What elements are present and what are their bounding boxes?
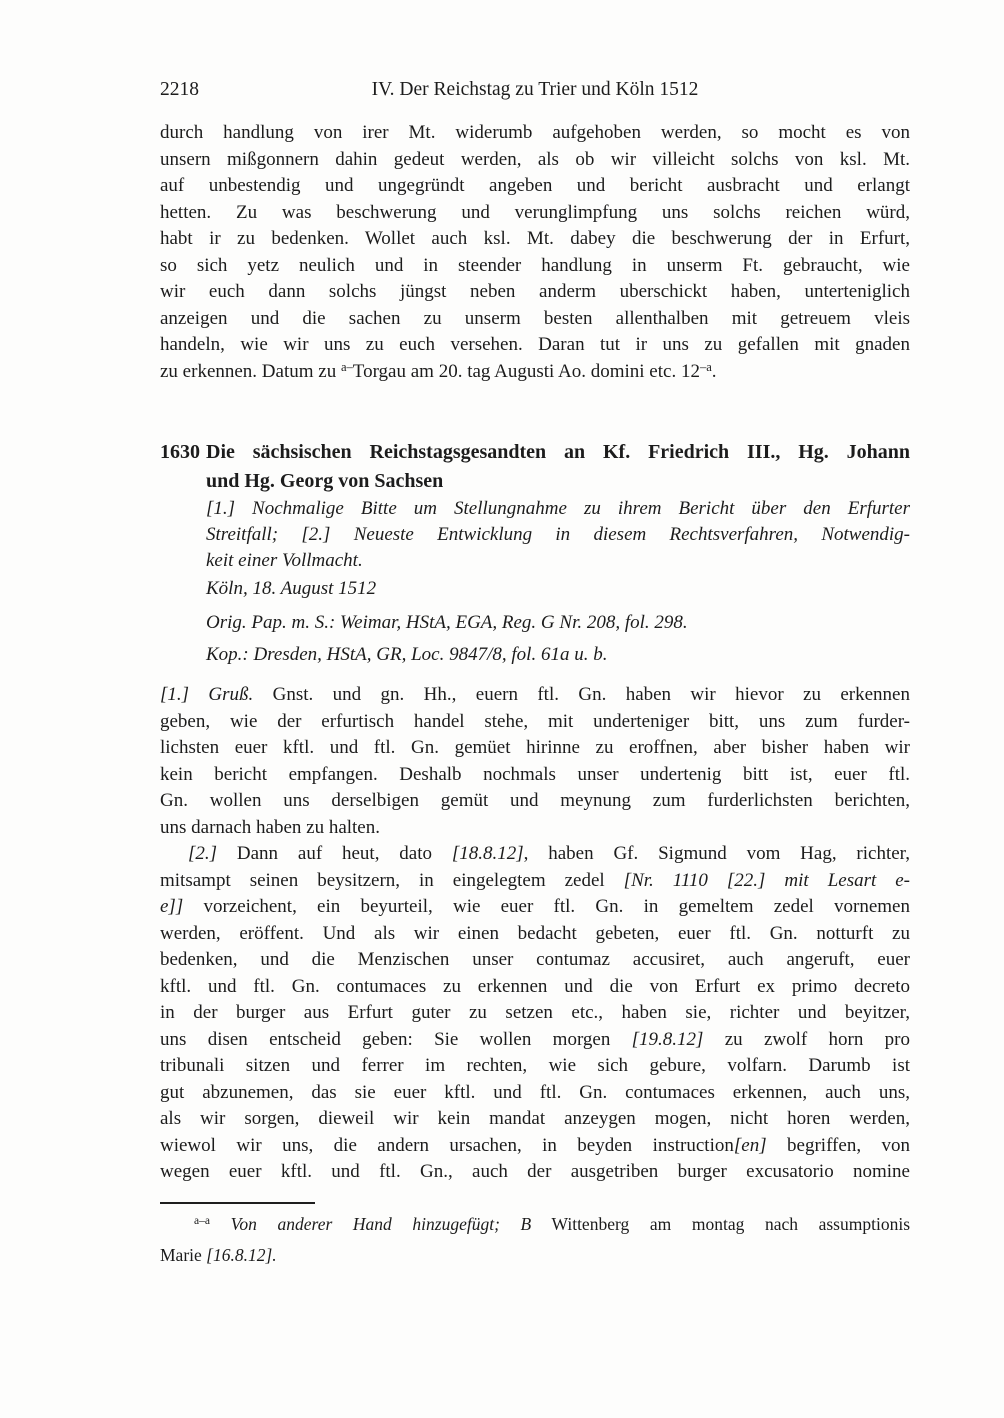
text-line	[160, 762, 910, 789]
text-segment: uns darnach haben zu halten.	[160, 816, 380, 838]
text-line	[160, 1053, 910, 1080]
text-line	[160, 1000, 910, 1027]
text-segment: als wir sorgen, dieweil wir kein mandat anzeygen mogen, nicht horen werden,	[160, 1108, 910, 1129]
text-segment: Torgau am 20. tag Augusti Ao. domini etc. 12	[352, 360, 700, 382]
entry-summary	[206, 496, 910, 574]
text-segment: [1.] Nochmalige Bitte um Stellungnahme zu ihrem Bericht über den Erfurter	[206, 498, 910, 519]
page-number: 2218	[160, 79, 199, 100]
text-segment: auf unbestendig und ungegründt angeben und bericht ausbracht und erlangt	[160, 175, 910, 196]
text-segment: so sich yetz neulich und in steender handlung in unserm Ft. gebraucht, wie	[160, 254, 910, 276]
text-line	[160, 306, 910, 333]
text-segment: kein bericht empfangen. Deshalb nochmals unser undertenig bitt ist, euer ftl.	[160, 763, 910, 785]
text-segment: tribunali sitzen und ferrer im rechten, wie sich gebure, volfarn. Darumb ist	[160, 1055, 910, 1076]
variant-note-mark: –a	[699, 359, 712, 374]
text-line	[160, 815, 910, 842]
text-line	[160, 788, 910, 815]
text-line	[160, 226, 910, 253]
text-segment: anzeigen und die sachen zu unserm besten allenthalben mit getreuem vleis	[160, 307, 910, 329]
text-segment: gut abzunemen, das sie euer kftl. und ftl. Gn. contumaces erkennen, auch uns,	[160, 1081, 910, 1103]
source-original-line: Orig. Pap. m. S.: Weimar, HStA, EGA, Reg. G Nr. 208, fol. 298.	[206, 612, 688, 633]
text-segment: Gn. wollen uns derselbigen gemüt und meynung zum furderlichsten berichten,	[160, 790, 910, 811]
text-segment: in der burger aus Erfurt guter zu setzen etc., haben sie, richter und beyitzer,	[160, 1002, 910, 1023]
text-segment: wir euch dann solchs jüngst neben anderm uberschickt haben, unterteniglich	[160, 281, 910, 302]
text-line	[160, 947, 910, 974]
entry-reference-block	[206, 496, 910, 668]
text-segment: kftl. und ftl. Gn. contumaces zu erkennen und die von Erfurt ex primo decreto	[160, 975, 910, 997]
text-segment: [2.]	[188, 843, 218, 864]
text-segment: Von anderer Hand hinzugefügt; B	[230, 1213, 532, 1234]
text-line	[160, 1080, 910, 1107]
text-line	[160, 709, 910, 736]
text-segment: durch handlung von irer Mt. widerumb aufgehoben werden, so mocht es von	[160, 122, 910, 143]
text-line	[160, 120, 910, 147]
text-line	[160, 1133, 910, 1160]
text-segment: vorzeichent, ein beyurteil, wie euer ftl. Gn. in gemeltem zedel vornemen	[183, 896, 910, 917]
footnote-area	[160, 1202, 910, 1269]
text-segment: Die sächsischen Reichstagsgesandten an Kf. Friedrich III., Hg. Johann	[206, 441, 910, 463]
text-segment: und Hg. Georg von Sachsen	[206, 470, 444, 492]
text-segment: bedenken, und die Menzischen unser contumaz accusiret, auch angeruft, euer	[160, 949, 910, 970]
text-segment: wiewol wir uns, die andern ursachen, in beyden instruction	[160, 1134, 734, 1156]
text-line	[160, 147, 910, 174]
text-segment: keit einer Vollmacht.	[206, 550, 363, 571]
text-segment: handeln, wie wir uns zu euch versehen. Daran tut ir uns zu gefallen mit gnaden	[160, 334, 910, 355]
text-line	[160, 1210, 910, 1241]
text-segment: Dann auf heut, dato	[217, 843, 452, 864]
text-line	[160, 682, 910, 709]
text-line	[160, 868, 910, 895]
text-segment: e]]	[160, 896, 184, 917]
text-segment: begriffen, von	[766, 1134, 910, 1156]
paragraph-2	[160, 841, 910, 1186]
paragraph-1	[160, 682, 910, 841]
text-segment: , haben Gf. Sigmund vom Hag, richter,	[523, 843, 910, 864]
text-segment: zu zwolf horn pro	[703, 1028, 910, 1050]
text-segment: habt ir zu bedenken. Wollet auch ksl. Mt. dabey die beschwerung der in Erfurt,	[160, 228, 910, 249]
text-line	[160, 1027, 910, 1054]
text-segment: Marie	[160, 1244, 207, 1265]
text-line	[160, 253, 910, 280]
letter-continuation-paragraph	[160, 120, 910, 386]
text-segment: .	[711, 360, 717, 382]
footnote-rule	[160, 1202, 315, 1204]
text-segment: mitsampt seinen beysitzern, in eingelegtem zedel	[160, 869, 624, 891]
text-segment: Wittenberg am montag nach assumptionis	[531, 1213, 911, 1234]
text-segment: hetten. Zu was beschwerung und verunglimpfung uns solchs reichen würd,	[160, 201, 910, 223]
text-segment: geben, wie der erfurtisch handel stehe, mit underteniger bitt, uns zum furder-	[160, 710, 910, 732]
footnote	[160, 1210, 910, 1269]
text-segment: [Nr. 1110 [22.] mit Lesart e-	[623, 869, 910, 891]
variant-note-mark: a–	[340, 359, 353, 374]
text-line	[160, 974, 910, 1001]
text-line	[160, 1106, 910, 1133]
text-segment: [16.8.12].	[206, 1244, 277, 1265]
text-line	[206, 496, 910, 522]
text-line	[206, 522, 910, 548]
variant-note-mark: a–a	[194, 1215, 211, 1228]
text-line	[160, 332, 910, 359]
entry-heading	[160, 438, 910, 496]
text-segment: uns disen entscheid geben: Sie wollen morgen	[160, 1028, 632, 1050]
text-segment: zu erkennen. Datum zu	[160, 360, 341, 382]
entry-title	[206, 438, 910, 496]
text-line	[160, 1241, 910, 1269]
text-line	[160, 1159, 910, 1186]
text-line	[160, 735, 910, 762]
text-line	[160, 894, 910, 921]
text-line	[160, 173, 910, 200]
text-segment: wegen euer kftl. und ftl. Gn., auch der ausgetriben burger excusatorio nomine	[160, 1161, 910, 1182]
text-column	[160, 0, 910, 1269]
text-line	[160, 841, 910, 868]
text-segment: werden, eröffent. Und als wir einen bedacht gebeten, euer ftl. Gn. notturft zu	[160, 922, 910, 944]
text-segment: lichsten euer kftl. und ftl. Gn. gemüet hirinne zu eroffnen, aber bisher haben wir	[160, 737, 910, 758]
text-segment: Gnst. und gn. Hh., euern ftl. Gn. haben wir hievor zu erkennen	[253, 684, 910, 705]
source-copy-line: Kop.: Dresden, HStA, GR, Loc. 9847/8, fol. 61a u. b.	[206, 644, 608, 665]
place-date-line: Köln, 18. August 1512	[206, 578, 377, 599]
text-segment: [1.] Gruß.	[160, 684, 254, 705]
text-segment: Streitfall; [2.] Neueste Entwicklung in diesem Rechtsverfahren, Notwendig-	[206, 524, 910, 545]
text-line	[206, 438, 910, 467]
text-segment	[210, 1214, 231, 1234]
text-segment: [18.8.12]	[451, 843, 524, 864]
running-title: IV. Der Reichstag zu Trier und Köln 1512	[371, 79, 699, 100]
text-line	[206, 467, 910, 496]
text-line	[160, 921, 910, 948]
entry-number: 1630	[160, 441, 200, 463]
text-segment: [19.8.12]	[631, 1028, 704, 1050]
text-line	[206, 548, 910, 574]
running-head	[160, 78, 910, 102]
text-line	[160, 279, 910, 306]
text-line	[160, 200, 910, 227]
text-segment: unsern mißgonnern dahin gedeut werden, als ob wir villeicht solchs von ksl. Mt.	[160, 148, 910, 170]
text-segment: [en]	[733, 1134, 767, 1156]
text-line	[160, 359, 910, 387]
entry-1630	[160, 438, 910, 1186]
